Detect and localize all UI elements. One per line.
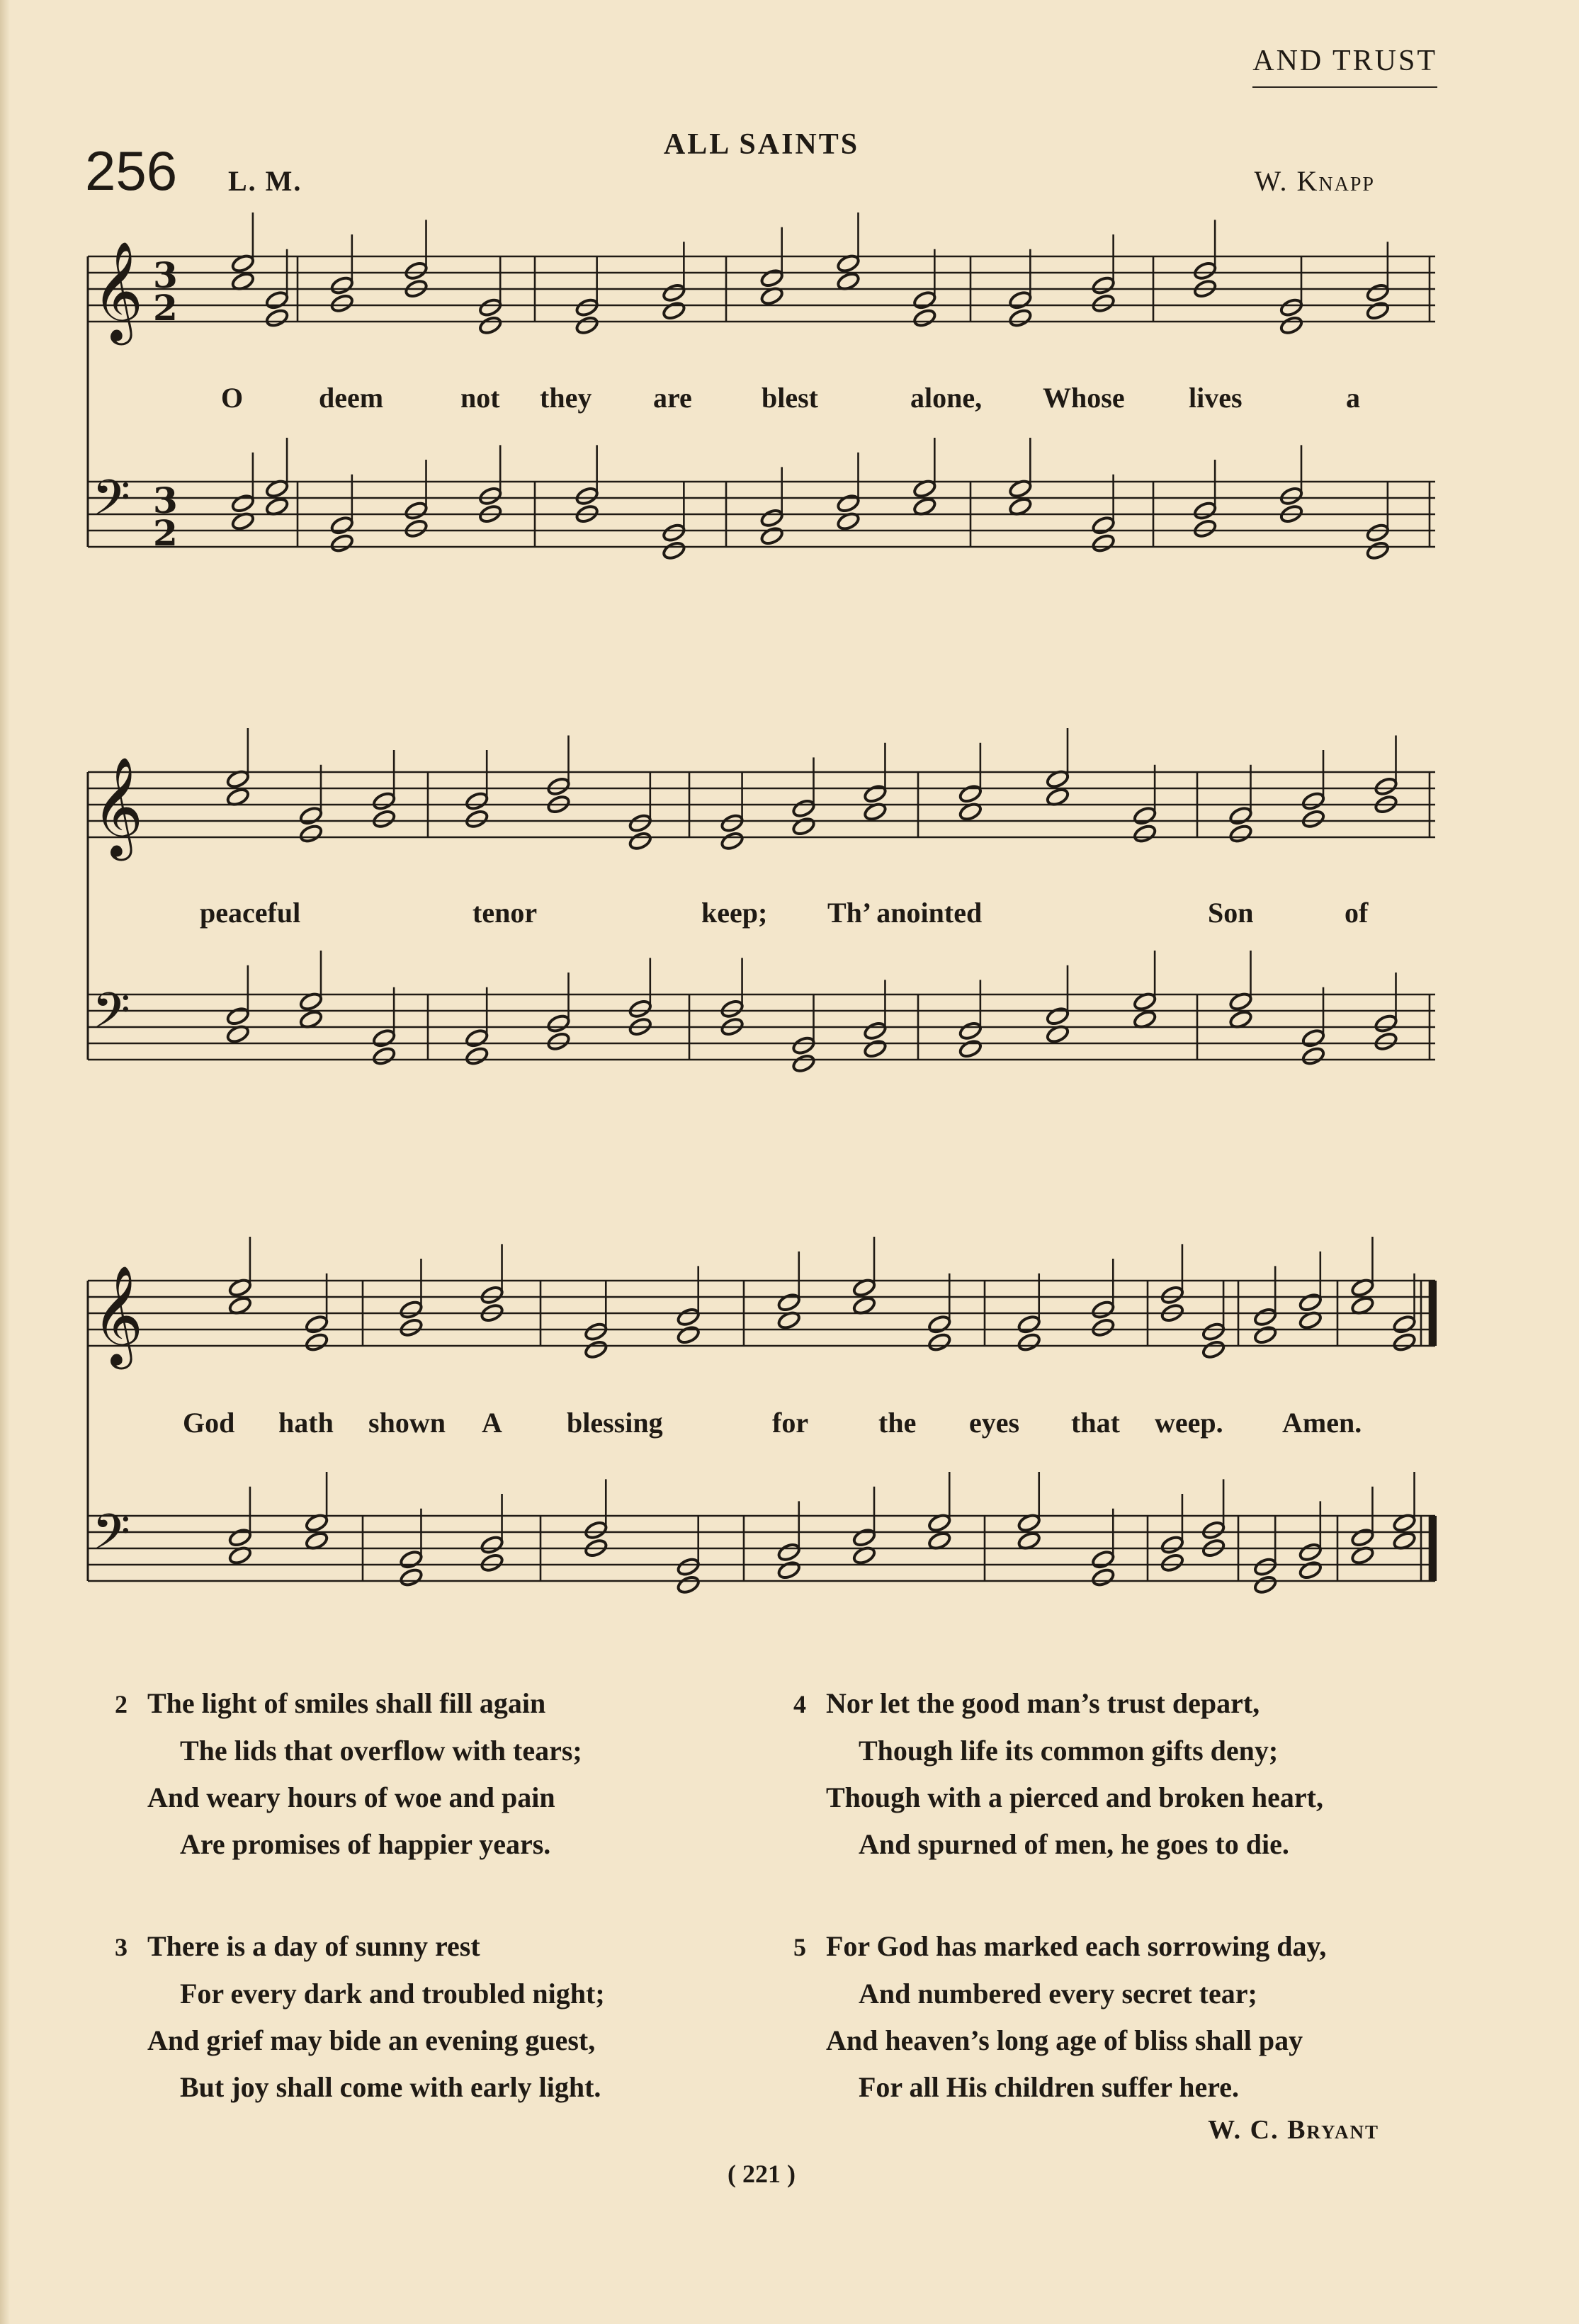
note-head bbox=[1008, 290, 1033, 310]
note-head bbox=[465, 791, 489, 812]
verse-line: For all His children suffer here. bbox=[859, 2071, 1240, 2103]
verse-line: Nor let the good man’s trust depart, bbox=[826, 1687, 1260, 1719]
time-signature-top: 3 bbox=[153, 480, 178, 521]
note-head bbox=[776, 1560, 801, 1580]
note-head bbox=[329, 533, 354, 554]
note-head bbox=[228, 1527, 253, 1548]
note-head bbox=[927, 1314, 952, 1334]
lyric-syllable: A bbox=[482, 1407, 502, 1439]
note-head bbox=[958, 783, 983, 804]
note-head bbox=[465, 1028, 489, 1048]
verse-2 bbox=[115, 1680, 582, 1868]
verse-line: Though with a pierced and broken heart, bbox=[826, 1781, 1323, 1813]
note-head bbox=[1365, 523, 1390, 543]
note-head bbox=[299, 805, 324, 826]
note-head bbox=[662, 540, 686, 561]
lyric-syllable: are bbox=[653, 382, 692, 414]
lyric-syllable: O bbox=[221, 382, 244, 414]
note-head bbox=[575, 315, 599, 336]
note-head bbox=[662, 523, 686, 543]
note-head bbox=[662, 283, 686, 303]
verse-line: For every dark and troubled night; bbox=[180, 1978, 605, 2010]
note-head bbox=[720, 831, 745, 851]
lyric-syllable: not bbox=[460, 382, 500, 414]
verse-line: The lids that overflow with tears; bbox=[180, 1735, 582, 1767]
bass-clef: 𝄢 bbox=[92, 982, 131, 1051]
note-head bbox=[791, 798, 816, 819]
note-head bbox=[1350, 1527, 1375, 1548]
lyric-syllable: they bbox=[540, 382, 592, 414]
note-head bbox=[836, 493, 861, 514]
verse-line: And weary hours of woe and pain bbox=[147, 1781, 555, 1813]
note-head bbox=[465, 1046, 489, 1067]
note-head bbox=[584, 1520, 609, 1541]
note-head bbox=[399, 1549, 424, 1570]
note-head bbox=[399, 1300, 424, 1320]
verse-line: There is a day of sunny rest bbox=[147, 1930, 480, 1962]
note-head bbox=[1365, 300, 1390, 321]
lyric-syllable: Th’ anointed bbox=[827, 897, 983, 929]
note-head bbox=[912, 290, 937, 310]
note-head bbox=[863, 783, 888, 804]
note-head bbox=[1301, 1028, 1326, 1048]
verse-line: For God has marked each sorrowing day, bbox=[826, 1930, 1327, 1962]
lyric-syllable: God bbox=[183, 1407, 235, 1439]
verse-number: 5 bbox=[793, 1933, 806, 1961]
verse-line: And numbered every secret tear; bbox=[859, 1978, 1257, 2010]
note-head bbox=[1133, 805, 1158, 826]
note-head bbox=[584, 1322, 609, 1342]
note-head bbox=[1046, 1006, 1070, 1026]
verse-3 bbox=[115, 1923, 605, 2111]
note-head bbox=[676, 1557, 701, 1577]
note-head bbox=[1228, 805, 1253, 826]
final-barline bbox=[1430, 1516, 1437, 1581]
note-head bbox=[372, 1028, 397, 1048]
treble-clef: 𝄞 bbox=[92, 240, 144, 341]
note-head bbox=[404, 518, 429, 539]
note-head bbox=[912, 308, 937, 329]
note-head bbox=[759, 508, 784, 528]
lyric-syllable: peaceful bbox=[200, 897, 301, 929]
note-head bbox=[776, 1292, 801, 1313]
note-head bbox=[329, 276, 354, 296]
verse-4 bbox=[793, 1680, 1323, 1868]
note-head bbox=[1091, 1549, 1116, 1570]
lyric-syllable: blest bbox=[762, 382, 818, 414]
lyric-syllable: alone, bbox=[910, 382, 983, 414]
note-head bbox=[305, 1314, 329, 1334]
note-head bbox=[759, 268, 784, 288]
note-head bbox=[1365, 283, 1390, 303]
verse-number: 2 bbox=[115, 1690, 128, 1718]
note-head bbox=[1253, 1307, 1278, 1327]
note-head bbox=[372, 1046, 397, 1067]
lyric-syllable: that bbox=[1071, 1407, 1120, 1439]
note-head bbox=[628, 999, 652, 1019]
lyric-syllable: for bbox=[772, 1407, 809, 1439]
note-head bbox=[1374, 776, 1398, 797]
note-head bbox=[584, 1339, 609, 1360]
note-head bbox=[546, 776, 571, 797]
lyric-syllable: a bbox=[1346, 382, 1360, 414]
note-head bbox=[1201, 1339, 1226, 1360]
lyric-syllable: of bbox=[1345, 897, 1369, 929]
note-head bbox=[676, 1325, 701, 1345]
note-head bbox=[863, 1021, 888, 1041]
note-head bbox=[329, 293, 354, 314]
lyric-syllable: deem bbox=[319, 382, 384, 414]
note-head bbox=[1160, 1553, 1185, 1573]
lyric-syllable: eyes bbox=[969, 1407, 1020, 1439]
verse-line: But joy shall come with early light. bbox=[180, 2071, 601, 2103]
note-head bbox=[404, 501, 429, 521]
note-head bbox=[1374, 1031, 1398, 1052]
note-head bbox=[1365, 540, 1390, 561]
verse-line: Are promises of happier years. bbox=[180, 1828, 551, 1860]
note-head bbox=[1017, 1314, 1041, 1334]
note-head bbox=[863, 1038, 888, 1059]
note-head bbox=[1091, 293, 1116, 314]
note-head bbox=[628, 831, 652, 851]
time-signature-bottom: 2 bbox=[153, 512, 178, 554]
note-head bbox=[1253, 1325, 1278, 1345]
note-head bbox=[1133, 824, 1158, 844]
note-head bbox=[299, 824, 324, 844]
note-head bbox=[1392, 1332, 1417, 1353]
note-head bbox=[1160, 1285, 1185, 1305]
note-head bbox=[776, 1542, 801, 1563]
time-signature-bottom: 2 bbox=[153, 287, 178, 329]
note-head bbox=[1301, 1046, 1326, 1067]
lyric-syllable: blessing bbox=[567, 1407, 663, 1439]
tune-name: ALL SAINTS bbox=[663, 128, 860, 161]
treble-clef: 𝄞 bbox=[92, 756, 144, 856]
note-head bbox=[759, 526, 784, 546]
note-head bbox=[791, 1036, 816, 1056]
meter: L. M. bbox=[228, 165, 302, 197]
lyric-syllable: the bbox=[878, 1407, 917, 1439]
note-head bbox=[478, 315, 503, 336]
note-head bbox=[575, 486, 599, 506]
note-head bbox=[1008, 308, 1033, 329]
note-head bbox=[662, 300, 686, 321]
note-head bbox=[852, 1527, 877, 1548]
note-head bbox=[372, 791, 397, 812]
note-head bbox=[399, 1317, 424, 1338]
note-head bbox=[480, 1285, 504, 1305]
note-head bbox=[478, 297, 503, 318]
note-head bbox=[265, 290, 290, 310]
note-head bbox=[676, 1575, 701, 1595]
verse-line: Though life its common gifts deny; bbox=[859, 1735, 1279, 1767]
hymn-author: W. C. Bryant bbox=[1208, 2115, 1379, 2145]
note-head bbox=[329, 515, 354, 535]
note-head bbox=[1091, 1568, 1116, 1588]
note-head bbox=[1091, 1300, 1116, 1320]
lyric-syllable: hath bbox=[278, 1407, 334, 1439]
note-head bbox=[1298, 1542, 1323, 1563]
note-head bbox=[1193, 501, 1218, 521]
note-head bbox=[720, 999, 745, 1019]
note-head bbox=[1017, 1332, 1041, 1353]
note-head bbox=[546, 1014, 571, 1034]
verse-number: 3 bbox=[115, 1933, 128, 1961]
note-head bbox=[1091, 533, 1116, 554]
note-head bbox=[720, 813, 745, 834]
lyric-syllable: lives bbox=[1189, 382, 1243, 414]
page-number: ( 221 ) bbox=[728, 2160, 796, 2188]
composer: W. Knapp bbox=[1254, 165, 1375, 197]
note-head bbox=[1279, 315, 1304, 336]
time-signature-top: 3 bbox=[153, 254, 178, 296]
note-head bbox=[1298, 1292, 1323, 1313]
note-head bbox=[1298, 1560, 1323, 1580]
note-head bbox=[791, 1053, 816, 1074]
note-head bbox=[1201, 1322, 1226, 1342]
note-head bbox=[791, 816, 816, 837]
verse-number: 4 bbox=[793, 1690, 806, 1718]
bass-clef: 𝄢 bbox=[92, 469, 131, 538]
note-head bbox=[372, 809, 397, 829]
note-head bbox=[1392, 1314, 1417, 1334]
note-head bbox=[305, 1332, 329, 1353]
note-head bbox=[1193, 518, 1218, 539]
note-head bbox=[480, 1535, 504, 1555]
note-head bbox=[1228, 824, 1253, 844]
note-head bbox=[575, 297, 599, 318]
verse-5 bbox=[793, 1923, 1326, 2111]
note-head bbox=[404, 261, 429, 281]
lyric-syllable: keep; bbox=[701, 897, 768, 929]
note-head bbox=[478, 486, 503, 506]
note-head bbox=[265, 308, 290, 329]
note-head bbox=[1279, 486, 1304, 506]
verse-line: And grief may bide an evening guest, bbox=[147, 2024, 596, 2056]
lyric-syllable: Son bbox=[1208, 897, 1254, 929]
verse-line: And heaven’s long age of bliss shall pay bbox=[826, 2024, 1303, 2056]
note-head bbox=[1091, 515, 1116, 535]
note-head bbox=[225, 1006, 250, 1026]
lyric-syllable: Amen. bbox=[1282, 1407, 1362, 1439]
note-head bbox=[958, 1021, 983, 1041]
note-head bbox=[465, 809, 489, 829]
note-head bbox=[1374, 1014, 1398, 1034]
lyric-syllable: shown bbox=[368, 1407, 446, 1439]
note-head bbox=[1301, 791, 1326, 812]
note-head bbox=[1091, 276, 1116, 296]
note-head bbox=[1253, 1557, 1278, 1577]
lyric-syllable: weep. bbox=[1155, 1407, 1223, 1439]
lyric-syllable: Whose bbox=[1043, 382, 1125, 414]
note-head bbox=[676, 1307, 701, 1327]
hymn-number: 256 bbox=[85, 140, 178, 202]
lyric-syllable: tenor bbox=[472, 897, 538, 929]
note-head bbox=[1091, 1317, 1116, 1338]
note-head bbox=[480, 1553, 504, 1573]
note-head bbox=[1201, 1520, 1226, 1541]
note-head bbox=[958, 1038, 983, 1059]
verse-line: The light of smiles shall fill again bbox=[147, 1687, 546, 1719]
note-head bbox=[1279, 297, 1304, 318]
treble-clef: 𝄞 bbox=[92, 1264, 144, 1365]
note-head bbox=[546, 1031, 571, 1052]
note-head bbox=[1193, 261, 1218, 281]
final-barline bbox=[1430, 1281, 1437, 1346]
note-head bbox=[399, 1568, 424, 1588]
note-head bbox=[231, 493, 256, 514]
note-head bbox=[628, 813, 652, 834]
note-head bbox=[1253, 1575, 1278, 1595]
bass-clef: 𝄢 bbox=[92, 1503, 131, 1572]
note-head bbox=[927, 1332, 952, 1353]
running-head: AND TRUST bbox=[1252, 44, 1437, 88]
note-head bbox=[1160, 1535, 1185, 1555]
verse-line: And spurned of men, he goes to die. bbox=[859, 1828, 1289, 1860]
note-head bbox=[1301, 809, 1326, 829]
